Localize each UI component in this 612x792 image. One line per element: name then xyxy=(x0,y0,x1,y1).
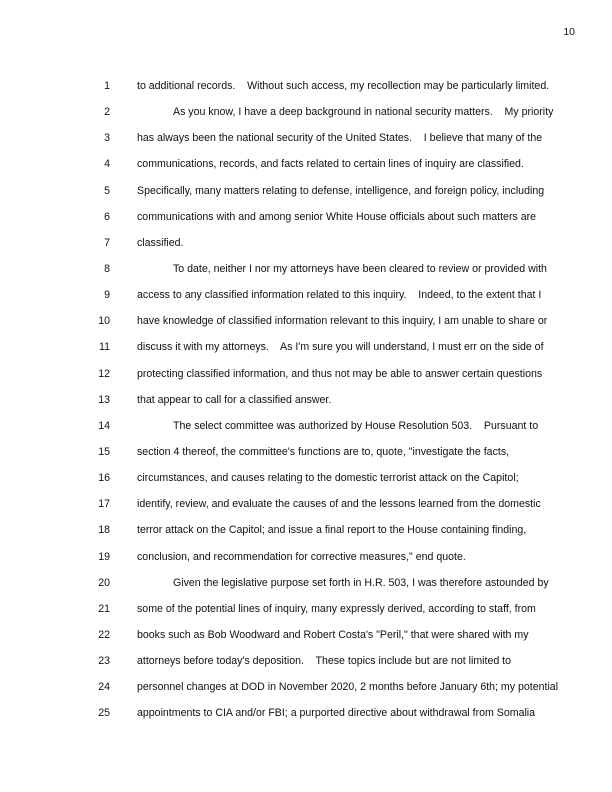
transcript-line xyxy=(0,105,612,131)
line-text: As you know, I have a deep background in national security matters. My priority xyxy=(173,106,554,119)
line-number: 14 xyxy=(98,419,110,432)
transcript-line xyxy=(0,79,612,105)
line-number: 10 xyxy=(98,315,110,328)
transcript-line xyxy=(0,497,612,523)
line-number: 1 xyxy=(104,80,110,92)
line-text: personnel changes at DOD in November 2020, 2 months before January 6th; my potential xyxy=(137,681,559,694)
line-text: discuss it with my attorneys. As I'm sure you will understand, I must err on the side of xyxy=(137,341,544,354)
line-number: 15 xyxy=(98,445,110,458)
line-text: conclusion, and recommendation for corrective measures," end quote. xyxy=(137,550,466,563)
line-number: 18 xyxy=(98,524,110,537)
transcript-line xyxy=(0,262,612,288)
line-text: classified. xyxy=(137,236,184,249)
transcript-line xyxy=(0,210,612,236)
transcript-line xyxy=(0,550,612,576)
line-number: 21 xyxy=(98,602,110,615)
line-text: identify, review, and evaluate the causes of and the lessons learned from the domestic xyxy=(137,498,541,511)
line-number: 13 xyxy=(98,393,110,406)
transcript-line xyxy=(0,236,612,262)
line-number: 4 xyxy=(104,158,110,171)
line-number: 19 xyxy=(98,550,110,563)
line-text: have knowledge of classified information relevant to this inquiry, I am unable to share or xyxy=(137,315,548,328)
line-text: To date, neither I nor my attorneys have been cleared to review or provided with xyxy=(173,262,547,275)
line-number: 9 xyxy=(104,289,110,302)
transcript-line xyxy=(0,628,612,654)
transcript-line xyxy=(0,314,612,340)
transcript-line xyxy=(0,367,612,393)
transcript-line xyxy=(0,602,612,628)
line-number: 11 xyxy=(99,341,110,354)
line-number: 17 xyxy=(98,498,110,511)
line-text: some of the potential lines of inquiry, many expressly derived, according to staff, from xyxy=(137,602,536,615)
line-number: 23 xyxy=(98,655,110,668)
line-number: 20 xyxy=(98,576,110,589)
line-text: Given the legislative purpose set forth in H.R. 503, I was therefore astounded by xyxy=(173,576,549,589)
line-text: attorneys before today's deposition. These topics include but are not limited to xyxy=(137,655,512,668)
line-text: has always been the national security of the United States. I believe that many of the xyxy=(137,132,543,145)
line-number: 12 xyxy=(98,367,110,380)
line-text: Specifically, many matters relating to defense, intelligence, and foreign policy, including xyxy=(137,184,545,197)
line-number: 3 xyxy=(104,132,110,145)
line-text: terror attack on the Capitol; and issue a final report to the House containing finding, xyxy=(137,524,527,537)
transcript-line xyxy=(0,419,612,445)
line-number: 6 xyxy=(104,210,110,223)
line-text: appointments to CIA and/or FBI; a purported directive about withdrawal from Somalia xyxy=(137,707,536,720)
transcript-line xyxy=(0,471,612,497)
transcript-line xyxy=(0,680,612,706)
line-text: communications, records, and facts related to certain lines of inquiry are classified. xyxy=(137,158,524,171)
line-text: The select committee was authorized by House Resolution 503. Pursuant to xyxy=(173,419,539,432)
transcript-line xyxy=(0,288,612,314)
line-text: communications with and among senior White House officials about such matters are xyxy=(137,210,537,223)
transcript-line xyxy=(0,131,612,157)
line-number: 7 xyxy=(104,236,110,249)
page-number: 10 xyxy=(563,26,575,38)
line-number: 8 xyxy=(104,262,110,275)
transcript-line xyxy=(0,393,612,419)
transcript-line xyxy=(0,523,612,549)
line-text: circumstances, and causes relating to the domestic terrorist attack on the Capitol; xyxy=(137,472,519,485)
line-number: 16 xyxy=(98,472,110,485)
transcript-line xyxy=(0,340,612,366)
line-text: access to any classified information related to this inquiry. Indeed, to the extent that I xyxy=(137,289,542,302)
line-text: to additional records. Without such access, my recollection may be particularly limited. xyxy=(137,80,550,92)
transcript-line xyxy=(0,654,612,680)
line-text: protecting classified information, and thus not may be able to answer certain questions xyxy=(137,367,543,380)
transcript-line xyxy=(0,576,612,602)
transcript-body xyxy=(0,79,612,733)
transcript-line xyxy=(0,445,612,471)
transcript-line xyxy=(0,157,612,183)
line-text: section 4 thereof, the committee's functions are to, quote, "investigate the facts, xyxy=(137,445,510,458)
line-number: 22 xyxy=(98,628,110,641)
transcript-line xyxy=(0,706,612,732)
line-number: 2 xyxy=(104,106,110,119)
line-number: 24 xyxy=(98,681,110,694)
line-number: 5 xyxy=(104,184,110,197)
line-text: books such as Bob Woodward and Robert Costa's "Peril," that were shared with my xyxy=(137,628,529,641)
line-number: 25 xyxy=(98,707,110,720)
line-text: that appear to call for a classified answer. xyxy=(137,393,332,406)
transcript-line xyxy=(0,184,612,210)
